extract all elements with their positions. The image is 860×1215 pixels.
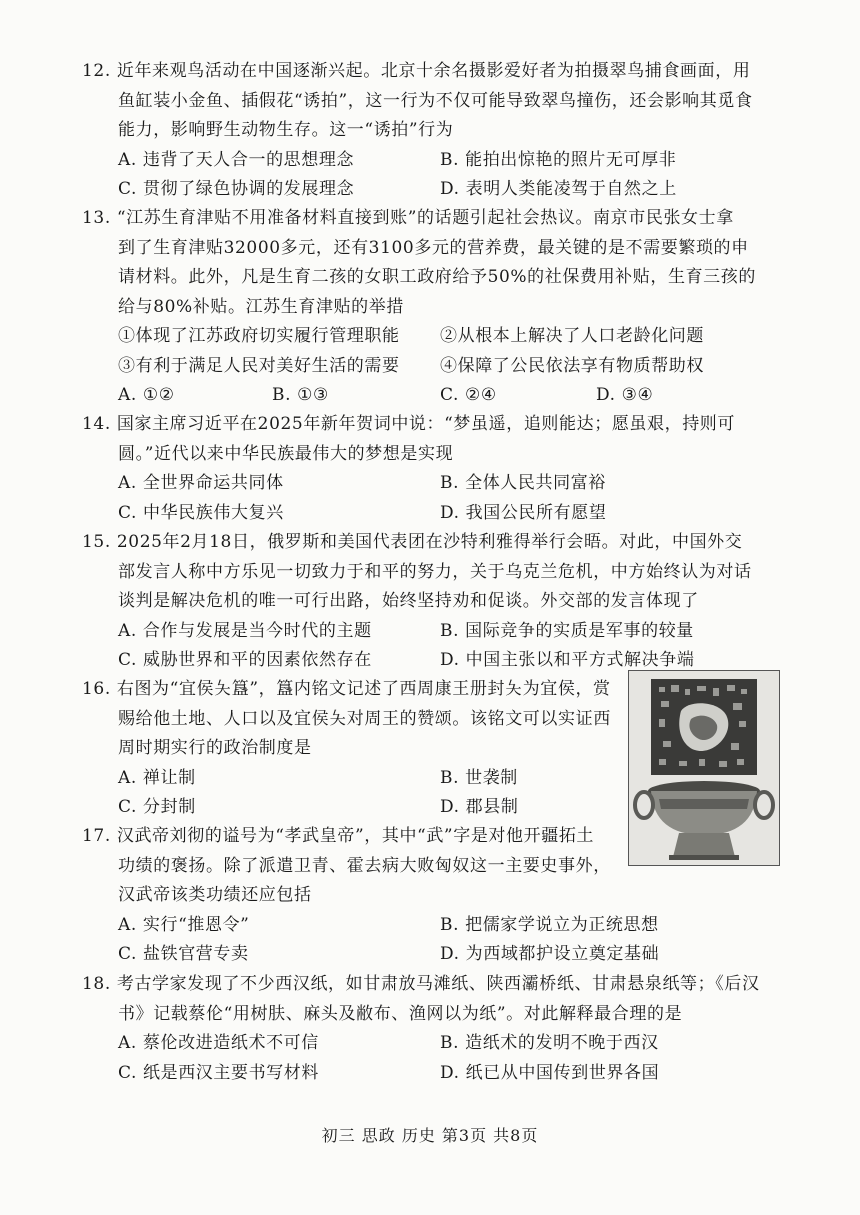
options-row [82,617,782,647]
question-stem: 右图为“宜侯夨簋”，簋内铭文记述了西周康王册封夨为宜侯，赏 [116,679,611,699]
option-a[interactable]: A. 蔡伦改进造纸术不可信 [118,1033,319,1053]
options-row [82,1059,782,1089]
question-12-line-2: 鱼缸装小金鱼、插假花“诱拍”，这一行为不仅可能导致翠鸟撞伤，还会影响其觅食 [118,90,753,111]
option-d[interactable]: D. 纸已从中国传到世界各国 [440,1062,660,1083]
question-stem: “江苏生育津贴不用准备材料直接到账”的话题引起社会热议。南京市民张女士拿 [116,208,734,228]
statement-1: ①体现了江苏政府切实履行管理职能 [118,326,400,346]
statement-2: ②从根本上解决了人口老龄化问题 [440,326,704,346]
options-row [82,793,627,823]
question-number: 14. [82,414,111,434]
question-17 [82,822,782,970]
question-18-line-2: 书》记载蔡伦“用树肤、麻头及敝布、渔网以为纸”。对此解释最合理的是 [118,1003,683,1024]
question-15-line-3: 谈判是解决危机的唯一可行出路，始终坚持劝和促谈。外交部的发言体现了 [118,591,699,611]
question-stem: 2025年2月18日，俄罗斯和美国代表团在沙特利雅得举行会晤。对此，中国外交 [116,532,743,552]
question-stem: 近年来观鸟活动在中国逐渐兴起。北京十余名摄影爱好者为拍摄翠鸟捕食画面，用 [116,61,751,81]
statements-row [82,322,782,352]
question-number: 17. [82,826,111,846]
options-row [82,940,782,970]
option-d[interactable]: D. 中国主张以和平方式解决争端 [440,650,695,670]
option-b[interactable]: B. 造纸术的发明不晚于西汉 [440,1033,659,1053]
question-number: 12. [82,61,111,81]
option-a[interactable]: A. 实行“推恩令” [118,914,250,935]
options-row [82,146,782,176]
question-stem: 考古学家发现了不少西汉纸，如甘肃放马滩纸、陕西灞桥纸、甘肃悬泉纸等；《后汉 [116,974,760,994]
question-17-line-1 [82,822,782,852]
question-14 [82,410,782,528]
question-13-line-4: 给与80%补贴。江苏生育津贴的举措 [118,296,404,317]
page-footer: 初三 思政 历史 第3页 共8页 [321,1126,539,1145]
option-c[interactable]: C. 纸是西汉主要书写材料 [118,1062,320,1083]
question-13 [82,204,782,411]
options-row [82,469,782,499]
question-16-line-2: 赐给他土地、人口以及宜侯夨对周王的赞颂。该铭文可以实证西 [118,708,611,729]
option-d[interactable]: D. ③④ [596,385,654,405]
question-15 [82,528,782,676]
statement-3: ③有利于满足人民对美好生活的需要 [118,355,400,376]
question-12-line-1 [82,57,782,87]
option-c[interactable]: C. ②④ [440,385,497,405]
statement-4: ④保障了公民依法享有物质帮助权 [440,355,704,376]
options-row [82,499,782,529]
option-b[interactable]: B. 国际竞争的实质是军事的较量 [440,620,694,641]
question-number: 15. [82,532,111,552]
option-c[interactable]: C. 分封制 [118,797,196,817]
question-18 [82,970,782,1088]
options-row [82,1029,782,1059]
option-b[interactable]: B. ①③ [272,385,329,405]
option-a[interactable]: A. 合作与发展是当今时代的主题 [118,620,372,641]
options-row [82,764,627,794]
question-13-line-2: 到了生育津贴32000多元，还有3100多元的营养费，最关键的是不需要繁琐的申 [118,237,749,258]
question-13-line-3: 请材料。此外，凡是生育二孩的女职工政府给予50%的社保费用补贴，生育三孩的 [118,267,756,287]
options-row [82,911,782,941]
question-18-line-1 [82,970,782,1000]
option-b[interactable]: B. 能拍出惊艳的照片无可厚非 [440,149,677,170]
question-stem: 国家主席习近平在2025年新年贺词中说：“梦虽遥，追则能达；愿虽艰，持则可 [116,414,736,434]
question-number: 18. [82,974,111,994]
option-c[interactable]: C. 威胁世界和平的因素依然存在 [118,650,372,670]
option-b[interactable]: B. 世袭制 [440,767,518,788]
question-16-line-1 [82,675,627,705]
question-16-line-3: 周时期实行的政治制度是 [118,738,312,758]
option-d[interactable]: D. 郡县制 [440,797,519,817]
question-17-line-3: 汉武帝该类功绩还应包括 [118,885,312,905]
option-b[interactable]: B. 把儒家学说立为正统思想 [440,914,659,935]
question-15-line-1 [82,528,782,558]
option-a[interactable]: A. 全世界命运共同体 [118,473,284,493]
question-12-line-3: 能力，影响野生动物生存。这一“诱拍”行为 [118,120,454,140]
question-16 [82,675,627,823]
question-15-line-2: 部发言人称中方乐见一切致力于和平的努力，关于乌克兰危机，中方始终认为对话 [118,561,752,582]
option-d[interactable]: D. 表明人类能凌驾于自然之上 [440,179,677,199]
question-number: 13. [82,208,111,228]
option-a[interactable]: A. 违背了天人合一的思想理念 [118,149,355,170]
option-d[interactable]: D. 我国公民所有愿望 [440,502,607,523]
options-row [82,175,782,205]
option-c[interactable]: C. 中华民族伟大复兴 [118,502,284,523]
option-d[interactable]: D. 为西域都护设立奠定基础 [440,944,660,964]
options-row [82,381,782,411]
option-c[interactable]: C. 贯彻了绿色协调的发展理念 [118,179,355,199]
question-stem: 汉武帝刘彻的谥号为“孝武皇帝”，其中“武”字是对他开疆拓土 [116,826,595,846]
question-13-line-1 [82,204,782,234]
question-12 [82,57,782,205]
option-c[interactable]: C. 盐铁官营专卖 [118,944,249,964]
option-b[interactable]: B. 全体人民共同富裕 [440,473,606,493]
statements-row [82,352,782,382]
question-14-line-2: 圆。”近代以来中华民族最伟大的梦想是实现 [118,443,454,464]
question-number: 16. [82,679,111,699]
option-a[interactable]: A. ①② [118,385,175,405]
option-a[interactable]: A. 禅让制 [118,767,196,788]
question-14-line-1 [82,410,782,440]
question-17-line-2: 功绩的褒扬。除了派遣卫青、霍去病大败匈奴这一主要史事外， [118,855,611,876]
